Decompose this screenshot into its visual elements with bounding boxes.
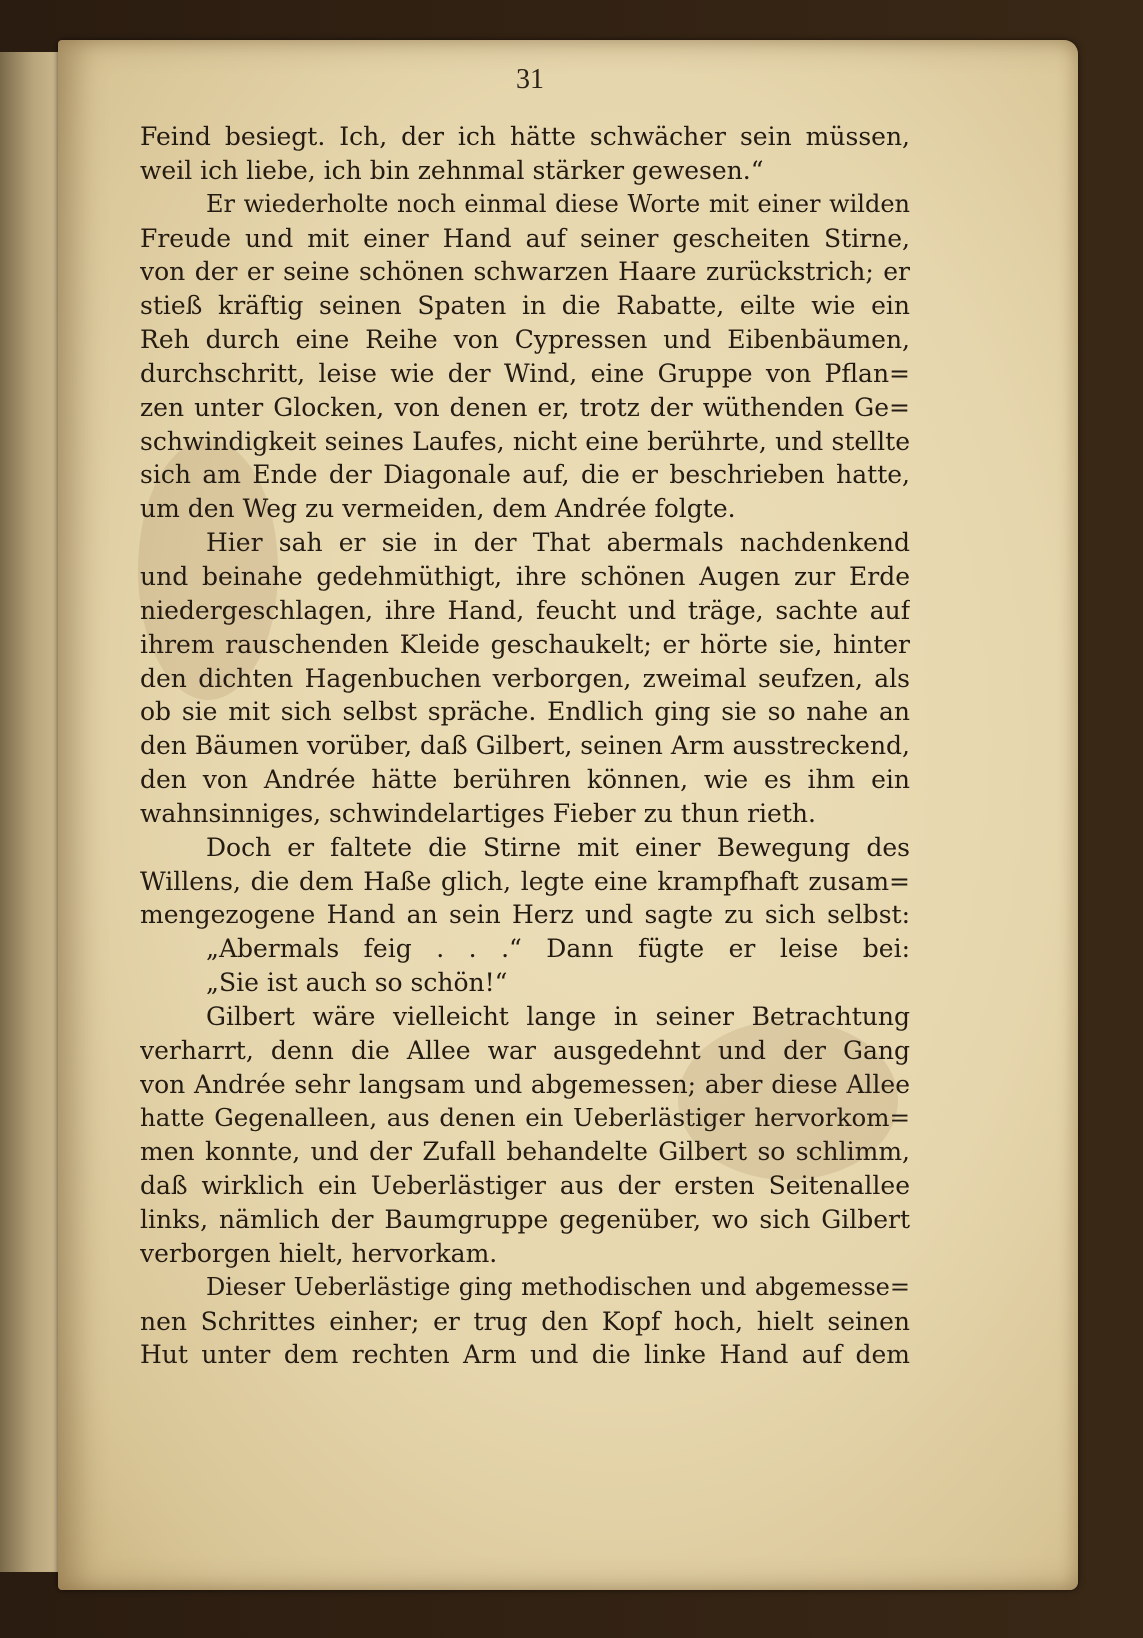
text-line: mengezogene Hand an sein Herz und sagte zu sich selbst: (140, 900, 910, 930)
text-line: stieß kräftig seinen Spaten in die Rabatte, eilte wie ein (140, 291, 910, 321)
text-line: „Abermals feig . . .“ Dann fügte er leise bei: (206, 934, 910, 964)
text-line: Doch er faltete die Stirne mit einer Bewegung des (206, 832, 910, 862)
text-line: Feind besiegt. Ich, der ich hätte schwächer sein müssen, (140, 122, 910, 151)
text-line: den von Andrée hätte berühren können, wie es ihm ein (140, 765, 910, 795)
text-line: verborgen hielt, hervorkam. (140, 1238, 498, 1268)
text-line: Willens, die dem Haße glich, legte eine krampfhaft zusam= (140, 866, 910, 896)
text-line: den Bäumen vorüber, daß Gilbert, seinen Arm ausstreckend, (140, 731, 910, 761)
text-line: verharrt, denn die Allee war ausgedehnt und der Gang (140, 1035, 910, 1065)
page-number: 31 (516, 64, 544, 95)
text-line: nen Schrittes einher; er trug den Kopf hoch, hielt seinen (140, 1306, 910, 1336)
text-line: Dieser Ueberlästige ging methodischen und abgemesse= (206, 1272, 910, 1301)
text-line: men konnte, und der Zufall behandelte Gilbert so schlimm, (140, 1137, 910, 1167)
text-line: und beinahe gedehmüthigt, ihre schönen Augen zur Erde (140, 561, 910, 591)
text-line: Hut unter dem rechten Arm und die linke Hand auf dem (140, 1340, 910, 1370)
text-line: links, nämlich der Baumgruppe gegenüber, wo sich Gilbert (140, 1205, 910, 1234)
text-line: hatte Gegenalleen, aus denen ein Ueberlästiger hervorkom= (140, 1103, 910, 1133)
text-line: wahnsinniges, schwindelartiges Fieber zu thun rieth. (140, 798, 816, 828)
text-line: ihrem rauschenden Kleide geschaukelt; er hörte sie, hinter (140, 629, 910, 659)
text-line: daß wirklich ein Ueberlästiger aus der ersten Seitenallee (140, 1171, 910, 1201)
text-line: Hier sah er sie in der That abermals nachdenkend (206, 528, 910, 558)
text-line: durchschritt, leise wie der Wind, eine Gruppe von Pflan= (140, 358, 910, 388)
text-line: schwindigkeit seines Laufes, nicht eine berührte, und stellte (140, 426, 910, 456)
text-line: Er wiederholte noch einmal diese Worte mit einer wilden (206, 189, 910, 218)
text-line: niedergeschlagen, ihre Hand, feucht und träge, sachte auf (140, 595, 910, 625)
left-page-edge (0, 52, 62, 1572)
text-line: sich am Ende der Diagonale auf, die er beschrieben hatte, (140, 460, 910, 490)
text-line: von der er seine schönen schwarzen Haare zurückstrich; er (140, 257, 910, 287)
text-line: den dichten Hagenbuchen verborgen, zweimal seufzen, als (140, 663, 910, 693)
text-line: ob sie mit sich selbst spräche. Endlich ging sie so nahe an (140, 697, 910, 727)
text-line: zen unter Glocken, von denen er, trotz der wüthenden Ge= (140, 392, 910, 422)
text-line: um den Weg zu vermeiden, dem Andrée folgte. (140, 494, 736, 524)
page-text (140, 120, 910, 1372)
text-line: „Sie ist auch so schön!“ (206, 968, 508, 998)
text-line: Gilbert wäre vielleicht lange in seiner Betrachtung (206, 1001, 910, 1031)
text-line: von Andrée sehr langsam und abgemessen; aber diese Allee (140, 1069, 910, 1099)
text-line: Reh durch eine Reihe von Cypressen und Eibenbäumen, (140, 325, 910, 355)
text-line: Freude und mit einer Hand auf seiner gescheiten Stirne, (140, 223, 910, 253)
text-line: weil ich liebe, ich bin zehnmal stärker gewesen.“ (140, 155, 764, 185)
